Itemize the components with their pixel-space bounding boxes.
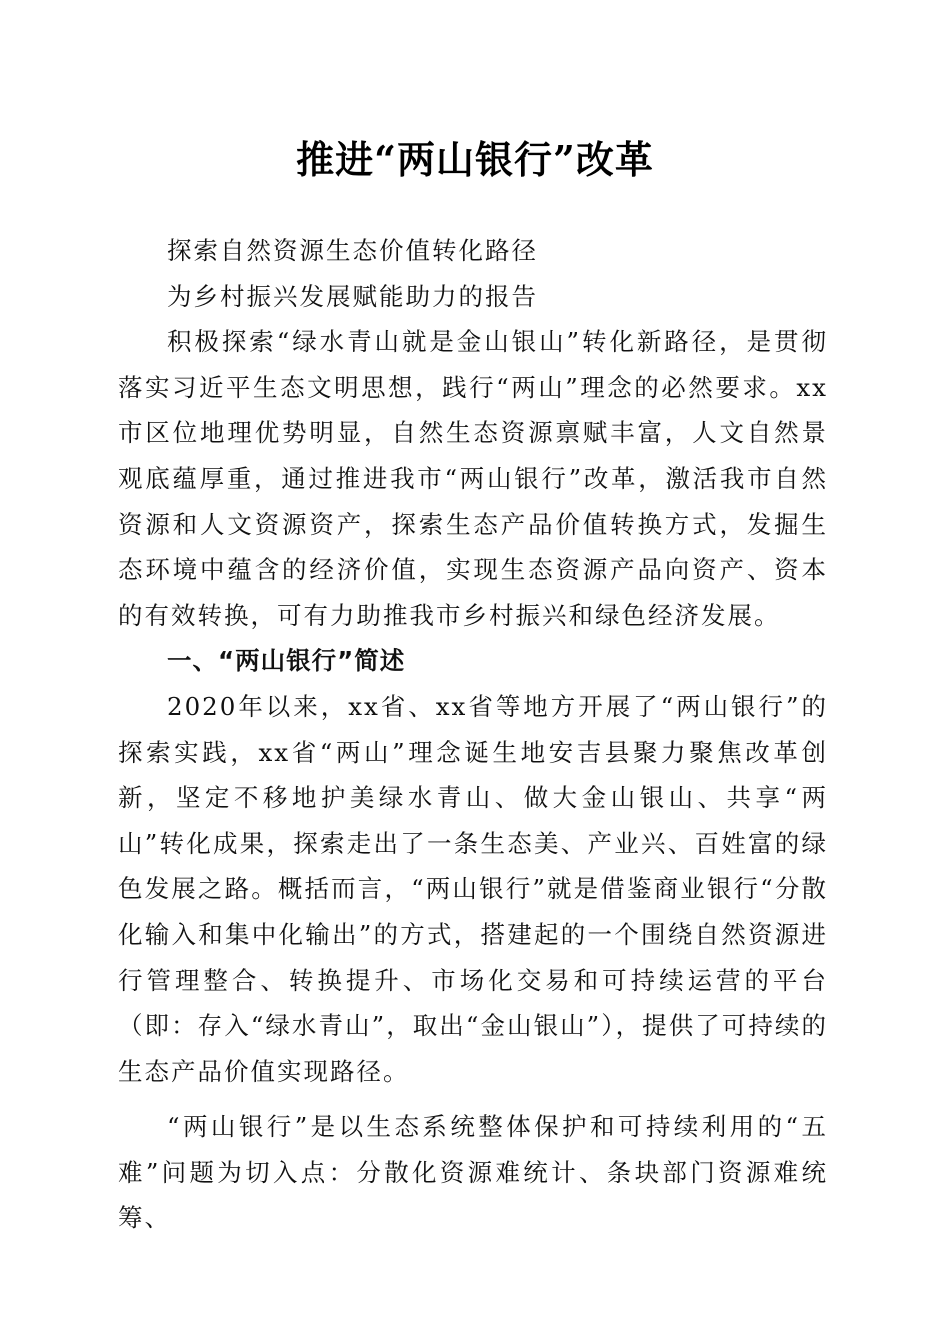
subtitle-line-2: 为乡村振兴发展赋能助力的报告	[167, 281, 538, 311]
document-title: 推进“两山银行”改革	[296, 137, 654, 182]
section-heading-1: 一、“两山银行”简述	[167, 646, 406, 676]
section-1-paragraph-2: “两山银行”是以生态系统整体保护和可持续利用的“五难”问题为切入点：分散化资源难统计、条块部门资源难统筹、	[118, 1112, 828, 1233]
intro-paragraph: 积极探索“绿水青山就是金山银山”转化新路径，是贯彻落实习近平生态文明思想，践行“两山”理念的必然要求。xx市区位地理优势明显，自然生态资源禀赋丰富，人文自然景观底蕴厚重，通过推进我市“两山银行”改革，激活我市自然资源和人文资源资产，探索生态产品价值转换方式，发掘生态环境中蕴含的经济价值，实现生态资源产品向资产、资本的有效转换，可有力助推我市乡村振兴和绿色经济发展。	[118, 327, 828, 630]
subtitle-line-1: 探索自然资源生态价值转化路径	[167, 236, 538, 265]
section-1-paragraph-1: 2020年以来，xx省、xx省等地方开展了“两山银行”的探索实践，xx省“两山”理念诞生地安吉县聚力聚焦改革创新，坚定不移地护美绿水青山、做大金山银山、共享“两山”转化成果，探索走出了一条生态美、产业兴、百姓富的绿色发展之路。概括而言，“两山银行”就是借鉴商业银行“分散化输入和集中化输出”的方式，搭建起的一个围绕自然资源进行管理整合、转换提升、市场化交易和可持续运营的平台（即：存入“绿水青山”，取出“金山银山”），提供了可持续的生态产品价值实现路径。	[118, 691, 828, 1086]
document-body	[118, 228, 828, 1241]
